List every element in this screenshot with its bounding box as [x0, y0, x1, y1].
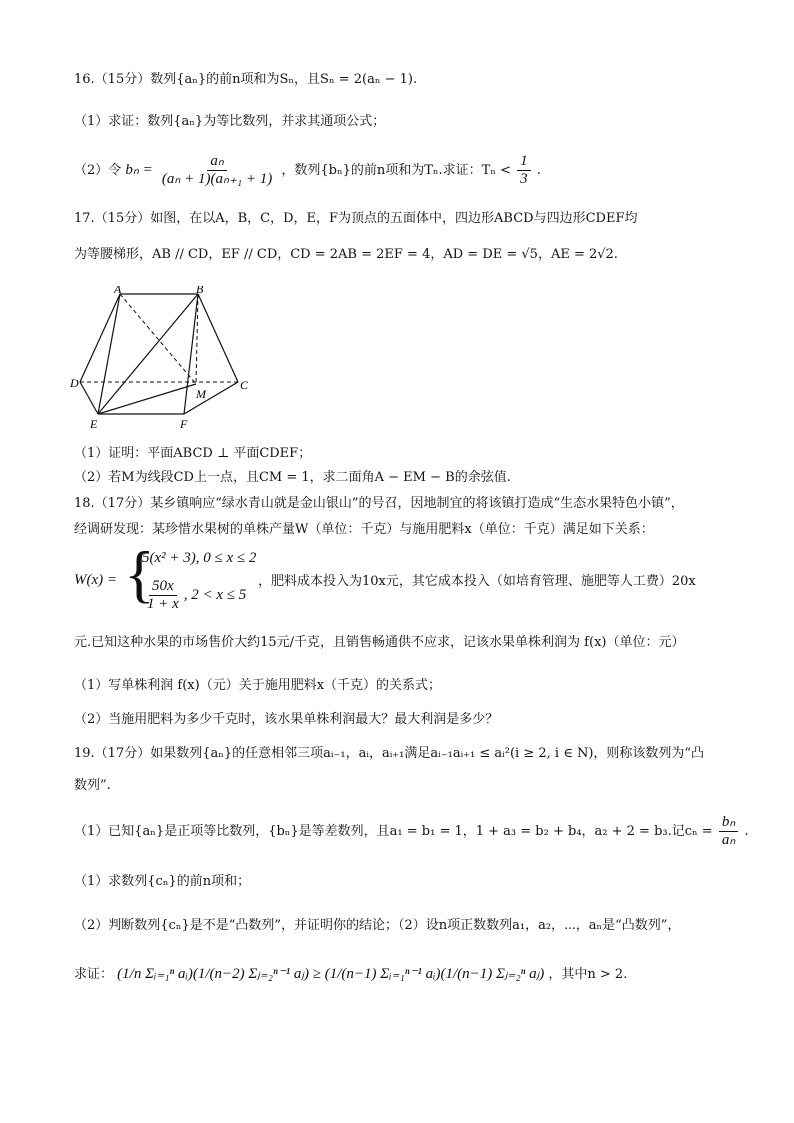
q18-w-tail: ，肥料成本投入为10x元，其它成本投入（如培育管理、施肥等人工费）20x — [258, 574, 696, 589]
q18-case2-fraction — [144, 578, 182, 613]
q16-part2 — [74, 150, 541, 191]
q19-part1-lead: （1）已知{aₙ}是正项等比数列，{bₙ}是等差数列，且a₁ = b₁ = 1，1 + a₃ = b₂ + b₄，a₂ + 2 = b₃.记cₙ = — [74, 824, 713, 839]
q17-head: 17.（15分）如图，在以A，B，C，D，E，F为顶点的五面体中，四边形ABCD与四边形CDEF均 — [74, 211, 638, 226]
edge-am-hidden — [120, 294, 196, 384]
label-m: M — [196, 387, 206, 401]
q16-one-third-den: 3 — [520, 171, 528, 187]
q17-head-2: 为等腰梯形，AB // CD，EF // CD，CD = 2AB = 2EF = 4，AD = DE = √5，AE = 2√2. — [74, 247, 618, 262]
label-e: E — [90, 417, 98, 431]
q19-part1-sub: （1）求数列{cₙ}的前n项和； — [74, 874, 251, 889]
q19-c-num: bₙ — [719, 814, 738, 832]
q18-part2: （2）当施用肥料为多少千克时，该水果单株利润最大？最大利润是多少？ — [74, 712, 499, 727]
edge-bc — [198, 294, 238, 382]
q18-case2-num: 50x — [149, 578, 177, 596]
q16-b-numerator: aₙ — [207, 153, 226, 171]
q19-c-fraction — [719, 814, 738, 849]
q16-b-denominator: (aₙ + 1)(aₙ₊₁ + 1) — [161, 171, 273, 187]
q18-case2-cond: , 2 < x ≤ 5 — [183, 587, 247, 603]
q19-part2: （2）判断数列{cₙ}是不是“凸数列”，并证明你的结论；（2）设n项正数数列a₁，a₂，⋯，aₙ是“凸数列”， — [74, 918, 681, 933]
edge-ae — [98, 294, 120, 414]
q19-inequality-lead: 求证： — [74, 967, 114, 982]
q19-head: 19.（17分）如果数列{aₙ}的任意相邻三项aᵢ₋₁，aᵢ，aᵢ₊₁满足aᵢ₋₁aᵢ₊₁ ≤ aᵢ²(i ≥ 2, i ∈ N)，则称该数列为“凸 — [74, 746, 705, 761]
edge-fc — [184, 382, 238, 414]
q19-part1 — [74, 812, 749, 852]
q19-part1-end: . — [744, 824, 749, 839]
q19-inequality-line — [74, 964, 627, 985]
q18-case1: 5(x² + 3), 0 ≤ x ≤ 2 — [142, 550, 257, 566]
q18-case2 — [142, 578, 246, 613]
q16-part2-lead: （2）令 — [74, 163, 122, 178]
q18-head: 18.（17分）某乡镇响应“绿水青山就是金山银山”的号召，因地制宜的将该镇打造成“生态水果特色小镇”， — [74, 496, 684, 511]
q16-one-third-num: 1 — [517, 153, 531, 171]
q19-c-den: aₙ — [721, 832, 736, 848]
q19-inequality-tail: ，其中n > 2. — [548, 967, 628, 982]
q19-head-2: 数列”. — [74, 778, 111, 793]
q16-part2-end: . — [536, 163, 541, 178]
q18-case2-den: 1 + x — [147, 596, 179, 612]
q16-part1: （1）求证：数列{aₙ}为等比数列，并求其通项公式； — [74, 114, 386, 129]
label-b: B — [196, 286, 204, 296]
q16-part2-tail: ，数列{bₙ}的前n项和为Tₙ.求证：Tₙ < — [281, 163, 511, 178]
edge-em — [98, 384, 196, 414]
q16-one-third — [517, 153, 531, 188]
q17-part1: （1）证明：平面ABCD ⊥ 平面CDEF； — [74, 446, 312, 461]
q16-b-lhs: bₙ = — [125, 162, 153, 178]
q18-head-2: 经调研发现：某珍惜水果树的单株产量W（单位：千克）与施用肥料x（单位：千克）满足如下关系： — [74, 522, 654, 537]
edge-de — [80, 382, 98, 414]
q16-b-fraction — [159, 153, 275, 188]
pentahedron-figure — [70, 286, 260, 436]
q18-line3: 元.已知这种水果的市场售价大约15元/千克，且销售畅通供不应求，记该水果单株利润为 f(x)（单位：元） — [74, 635, 685, 650]
q19-inequality: (1/n Σᵢ₌₁ⁿ aᵢ)(1/(n−2) Σⱼ₌₂ⁿ⁻¹ aⱼ) ≥ (1/(n−1) Σᵢ₌₁ⁿ⁻¹ aᵢ)(1/(n−1) Σⱼ₌₂ⁿ aⱼ) — [117, 966, 545, 982]
q16-head: 16.（15分）数列{aₙ}的前n项和为Sₙ，且Sₙ = 2(aₙ − 1). — [74, 72, 418, 87]
q18-w-lhs: W(x) = — [74, 572, 118, 588]
q18-brace: { — [124, 538, 155, 609]
edge-be — [98, 294, 198, 414]
label-d: D — [70, 376, 79, 390]
edge-ad — [80, 294, 120, 382]
label-f: F — [180, 417, 188, 431]
label-c: C — [240, 378, 249, 392]
label-a: A — [114, 286, 122, 296]
q18-part1: （1）写单株利润 f(x)（元）关于施用肥料x（千克）的关系式； — [74, 678, 442, 693]
q17-part2: （2）若M为线段CD上一点，且CM = 1，求二面角A − EM − B的余弦值. — [74, 470, 511, 485]
